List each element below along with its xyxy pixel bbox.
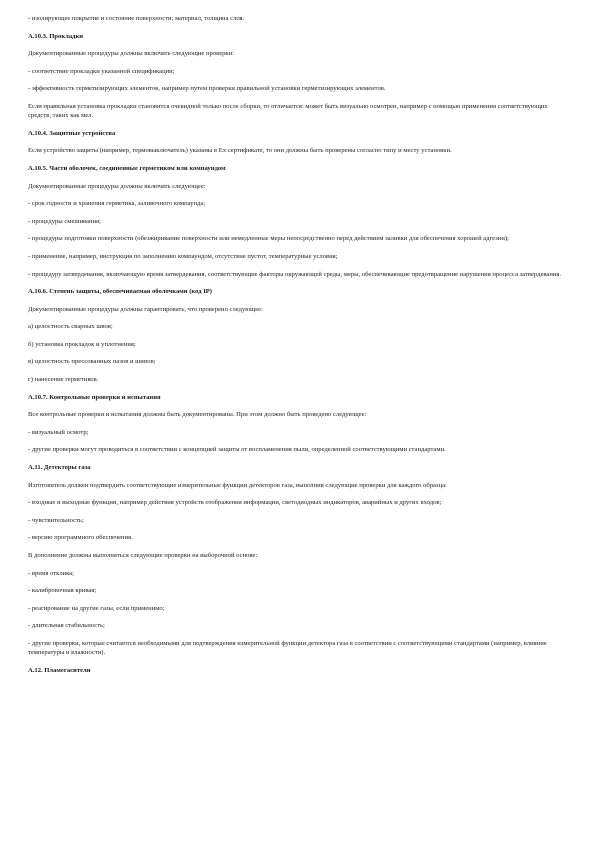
paragraph: - процедуры смешивания; bbox=[28, 217, 101, 225]
paragraph: - реагирование на другие газы, если применимо; bbox=[28, 604, 165, 612]
paragraph: б) установка прокладок и уплотнения; bbox=[28, 340, 136, 348]
section-heading: А.10.4. Защитные устройства bbox=[28, 129, 116, 137]
paragraph: в) целостность прессованных пазов и шипов; bbox=[28, 358, 156, 366]
paragraph: - входные и выходные функции, например действия устройств отображения информации, светодиодных индикаторов, аварийных и других входов; bbox=[28, 499, 442, 507]
paragraph: Документированные процедуры должны включать следующие проверки: bbox=[28, 50, 234, 58]
paragraph: - другие проверки могут проводиться в соответствии с концепцией защиты от воспламенения пыли, определенной соответствующими стандартами. bbox=[28, 446, 446, 454]
paragraph: - процедуру затвердевания, включающую время затвердевания, соответствующие факторы окружающей среды, меры, обеспечивающие предотвращение нарушения процесса затвердевания. bbox=[28, 270, 562, 278]
paragraph: Изготовитель должен подтвердить соответствующие измерительные функции детекторов газа, выполнив следующие проверки для каждого образца: bbox=[28, 481, 447, 489]
section-heading: А.10.6. Степень защиты, обеспечиваемая оболочками (код IP) bbox=[28, 288, 212, 296]
paragraph: Документированные процедуры должны включать следующее: bbox=[28, 182, 206, 190]
section-heading: А.11. Детекторы газа bbox=[28, 464, 91, 472]
paragraph: г) нанесение герметиков. bbox=[28, 376, 99, 384]
section-heading: А.10.3. Прокладки bbox=[28, 32, 84, 40]
paragraph: Если правильная установка прокладки становится очевидной только после сборки, то отличается: может быть визуально осмотрен, например с помощью применения соответствующих средств, таких как мел. bbox=[28, 102, 548, 120]
paragraph: - эффективность герметизирующих элементов, например путем проверки правильной установки герметизирующих элементов. bbox=[28, 85, 386, 93]
paragraph: - время отклика; bbox=[28, 569, 75, 577]
paragraph: - соответствие прокладки указанной спецификации; bbox=[28, 67, 175, 75]
paragraph: - применение, например, инструкция по заполнению компаундом, отсутствие пустот, температурные условия; bbox=[28, 252, 338, 260]
paragraph: - версию программного обеспечения. bbox=[28, 534, 133, 542]
paragraph: Если устройство защиты (например, термовыключатель) указаны в Ex сертификате, то они должны быть проверены согласно типу и месту установки. bbox=[28, 147, 452, 155]
section-heading: А.10.5. Части оболочек, соединенные герметиком или компаундом bbox=[28, 164, 226, 172]
paragraph: а) целостность сварных швов; bbox=[28, 323, 113, 331]
section-heading: А.12. Пламегасители bbox=[28, 666, 91, 674]
paragraph: В дополнение должны выполняться следующие проверки на выборочной основе: bbox=[28, 552, 258, 560]
paragraph: - длительная стабильность; bbox=[28, 622, 105, 630]
paragraph: - калибровочная кривая; bbox=[28, 587, 97, 595]
paragraph: - изолирующее покрытие и состояние поверхности; материал, толщина слоя. bbox=[28, 15, 245, 22]
paragraph: - процедуры подготовки поверхности (обезжиривание поверхности или немедленные меры непосредственно перед действием заливки для обеспечения хорошей адгезии); bbox=[28, 235, 509, 243]
paragraph: - другие проверки, которые считаются необходимыми для подтверждения измерительной функции детектора газа в соответствии с соответствующими стандартами (например, влияние температуры и влажности). bbox=[28, 639, 547, 657]
paragraph: Документированные процедуры должны гарантировать, что проверено следующее: bbox=[28, 305, 263, 313]
document-page bbox=[28, 14, 568, 683]
paragraph: Все контрольные проверки и испытания должны быть документированы. При этом должно быть проведено следующее: bbox=[28, 411, 367, 419]
paragraph: - визуальный осмотр; bbox=[28, 428, 89, 436]
paragraph: - срок годности и хранения герметика, заливочного компаунда; bbox=[28, 200, 206, 208]
paragraph: - чувствительность; bbox=[28, 516, 84, 524]
section-heading: А.10.7. Контрольные проверки и испытания bbox=[28, 393, 161, 401]
